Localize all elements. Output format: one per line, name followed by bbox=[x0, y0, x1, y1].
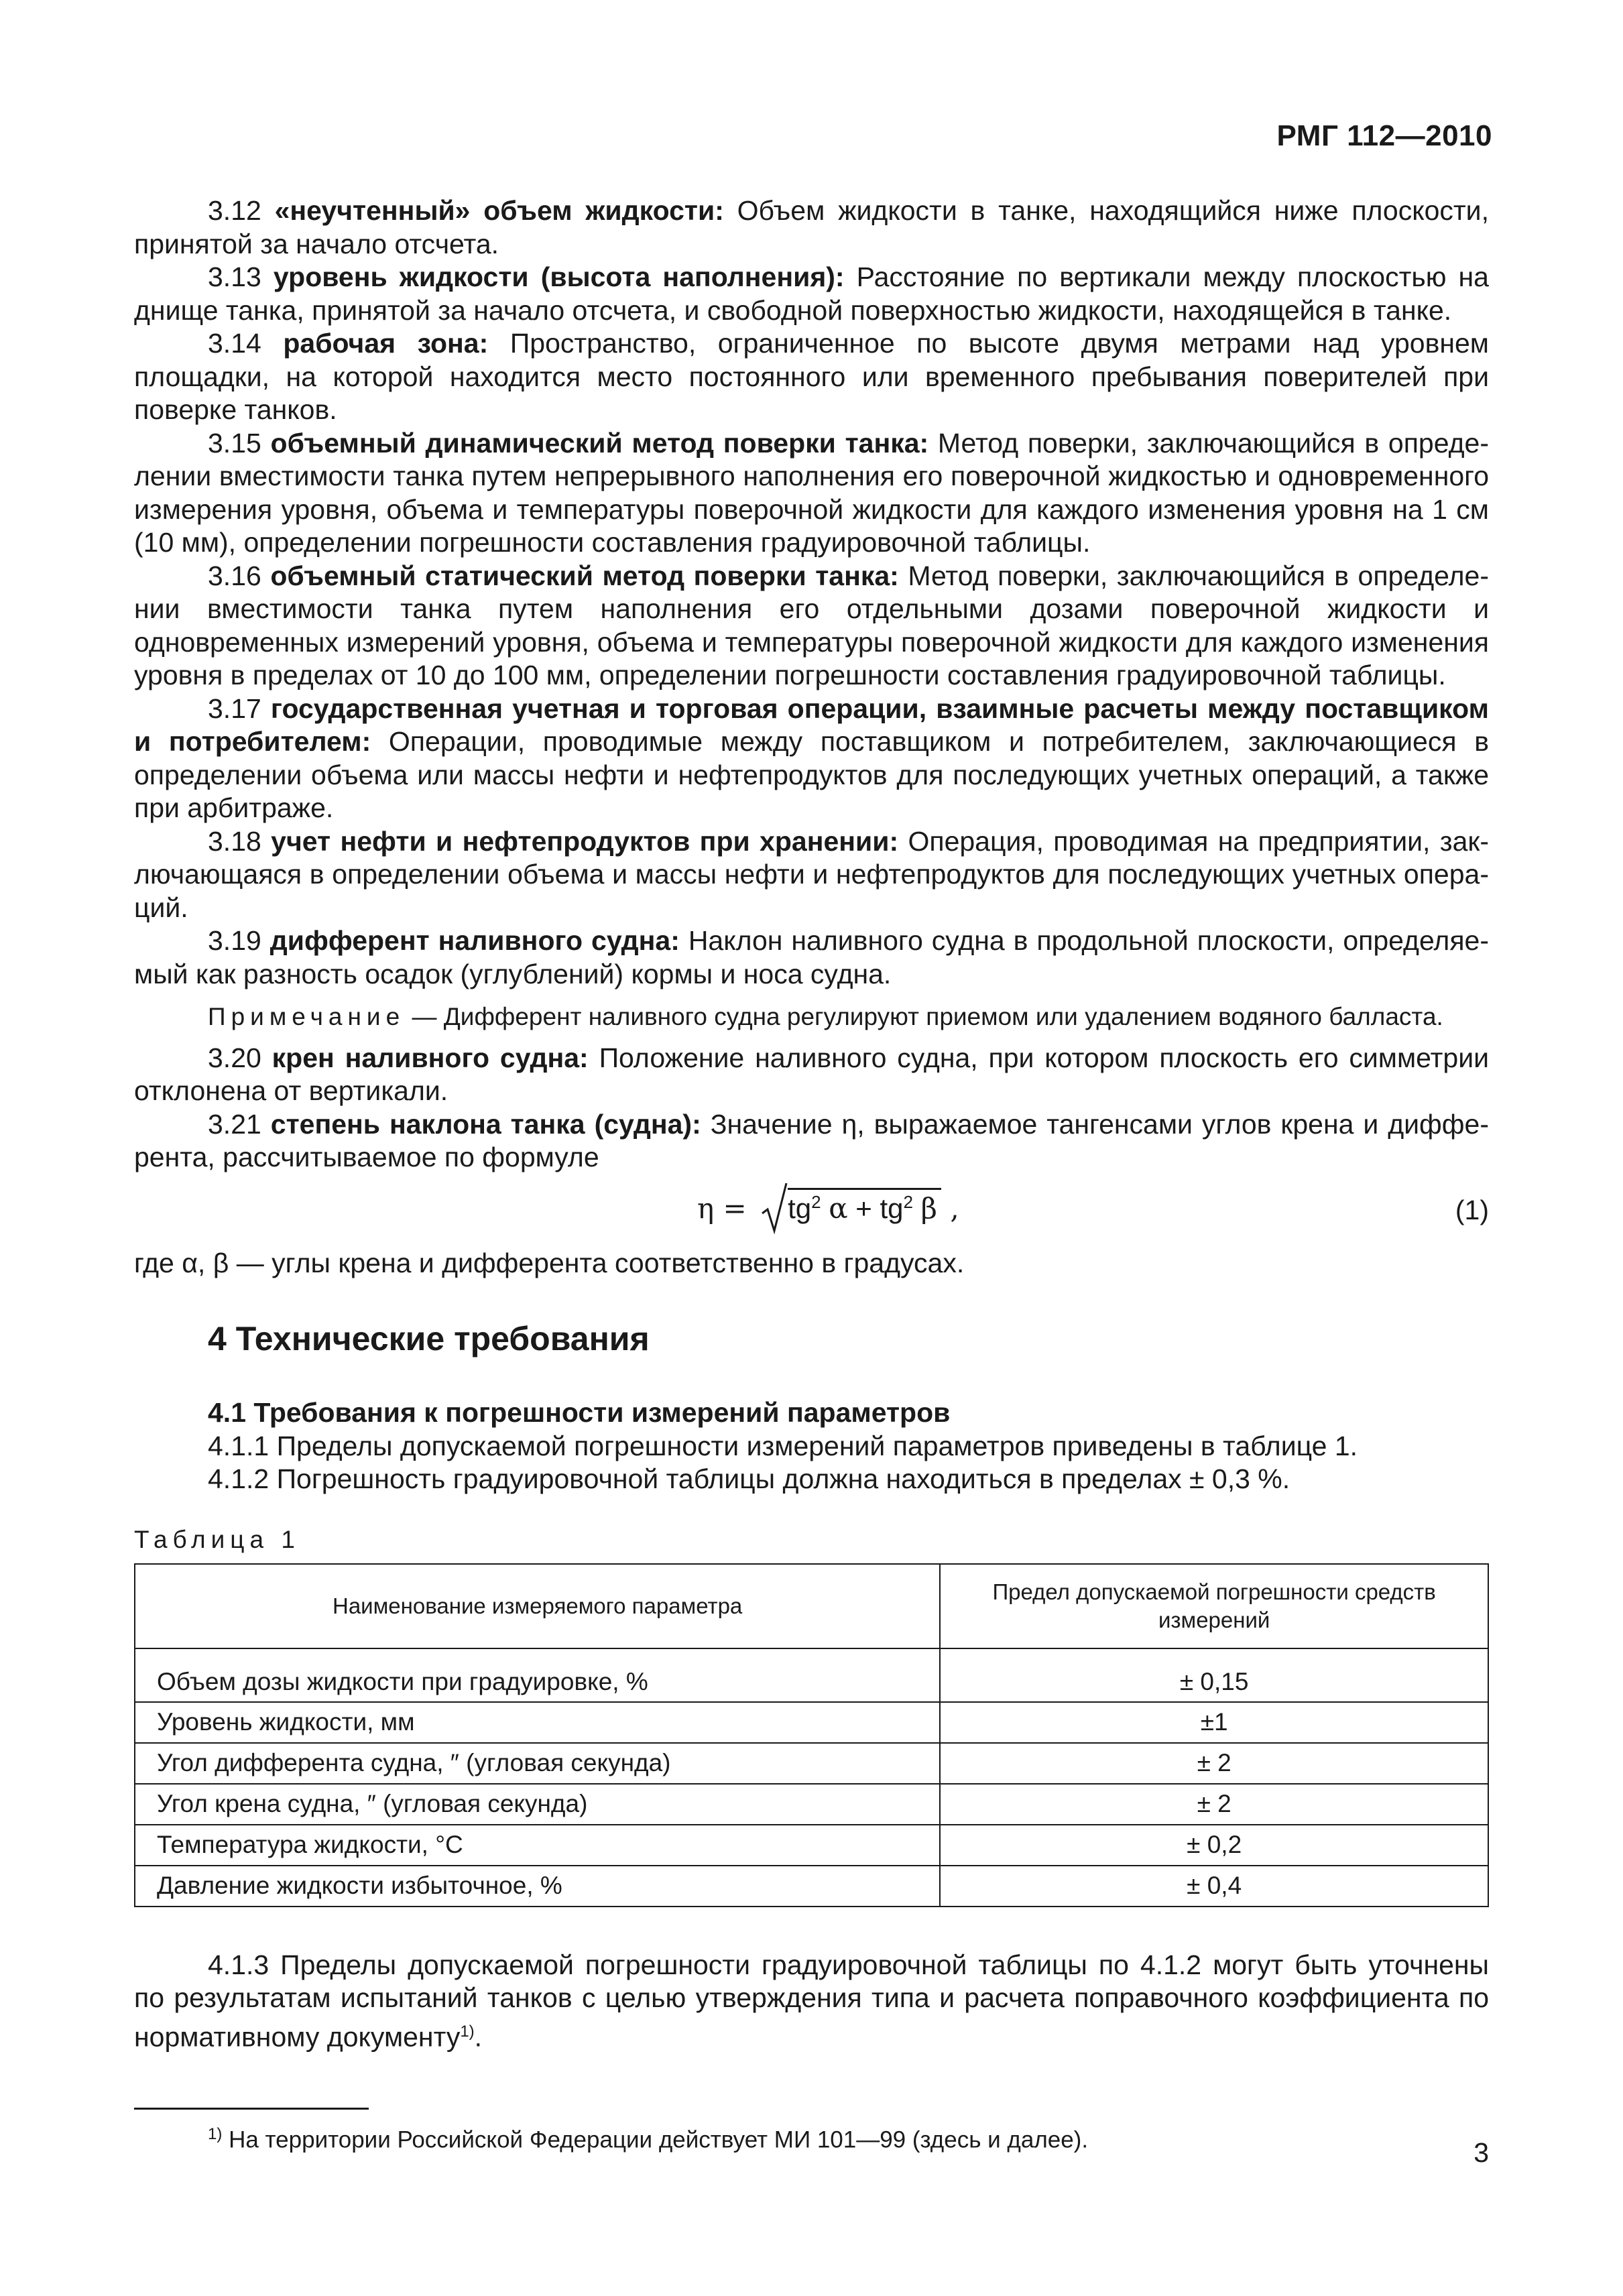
clause-3-13 bbox=[134, 261, 1489, 327]
note-text: — Дифферент наливного судна регулируют приемом или удалением водяного балласта. bbox=[405, 1003, 1443, 1030]
note-paragraph bbox=[134, 1000, 1489, 1034]
table-header-parameter: Наименование измеряемого параметра bbox=[135, 1564, 940, 1648]
clause-term: уровень жидкости (высота наполнения): bbox=[273, 261, 845, 292]
table-cell-tolerance: ± 2 bbox=[940, 1743, 1488, 1784]
table-cell-tolerance: ± 0,2 bbox=[940, 1825, 1488, 1866]
formula-explanation: где α, β — углы крена и дифферента соответственно в градусах. bbox=[134, 1247, 965, 1278]
formula-expression bbox=[697, 1192, 959, 1225]
clause-definition: Расстояние по вертикали между плоскостью на днище танка, принятой за начало отсчета, и свободной поверхностью жидкости, находящейся в танке. bbox=[134, 261, 1489, 326]
table-header-row bbox=[135, 1564, 1488, 1648]
clause-end: . bbox=[474, 2021, 483, 2053]
footnote-separator bbox=[134, 2108, 369, 2110]
clause-number: 3.16 bbox=[208, 560, 271, 591]
clause-4-1-2: 4.1.2 Погрешность градуировочной таблицы должна находиться в пределах ± 0,3 %. bbox=[208, 1463, 1290, 1494]
clause-term: учет нефти и нефтепродуктов при хранении: bbox=[271, 825, 899, 857]
table-header-tolerance: Предел допускаемой погрешности средств измерений bbox=[940, 1564, 1488, 1648]
clause-term: объемный динамический метод поверки танка: bbox=[270, 427, 929, 459]
clause-number: 3.17 bbox=[208, 692, 271, 724]
clause-term: объемный статический метод поверки танка: bbox=[270, 560, 899, 591]
table-cell-parameter: Угол дифферента судна, ″ (угловая секунда) bbox=[135, 1743, 940, 1784]
clause-number: 3.13 bbox=[208, 261, 274, 292]
radicand: $tg^2$ $\alpha + tg^2$ β bbox=[788, 1188, 941, 1224]
clause-3-21 bbox=[134, 1108, 1489, 1174]
table-cell-parameter: Давление жидкости избыточное, % bbox=[135, 1866, 940, 1907]
clause-definition: Операция, проводимая на предприятии, заключающаяся в определении объема и массы нефти и нефтепродуктов для последующих учетных операций. bbox=[134, 825, 1489, 923]
clause-term: государственная учетная и торговая операции, взаимные расчеты между поставщиком и потребителем: bbox=[134, 692, 1489, 757]
clause-3-20 bbox=[134, 1042, 1489, 1108]
footnote-reference: 1) bbox=[460, 2022, 475, 2041]
clause-definition: Значение η, выражаемое тангенсами углов крена и дифферента, рассчитываемое по формуле bbox=[134, 1108, 1489, 1172]
clause-definition: Метод поверки, заключающийся в определении вместимости танка путем непрерывного наполнения его поверочной жидкостью и одновременного измерения уровня, объема и температуры поверочной жидкости для каждого изменения уровня на 1 см (10 мм), определении погрешности составления градуировочной таблицы. bbox=[134, 427, 1489, 558]
table-cell-tolerance: ± 0,15 bbox=[940, 1648, 1488, 1702]
clause-term: дифферент наливного судна: bbox=[269, 925, 680, 956]
table-cell-tolerance: ± 2 bbox=[940, 1784, 1488, 1825]
table-row bbox=[135, 1702, 1488, 1743]
radical-sign-icon bbox=[761, 1181, 788, 1235]
formula-comma: , bbox=[950, 1191, 959, 1225]
footnote-marker: 1) bbox=[208, 2124, 223, 2143]
document-body bbox=[134, 194, 1489, 2155]
clause-3-14 bbox=[134, 327, 1489, 427]
equation-number: (1) bbox=[1455, 1194, 1489, 1225]
table-row bbox=[135, 1743, 1488, 1784]
table-row bbox=[135, 1825, 1488, 1866]
tolerance-table bbox=[134, 1563, 1489, 1907]
clause-term: крен наливного судна: bbox=[272, 1042, 589, 1073]
clause-term: «неучтенный» объем жидкости: bbox=[274, 195, 724, 226]
subsection-4-1-title: 4.1 Требования к погрешности измерений параметров bbox=[208, 1397, 951, 1428]
clause-term: рабочая зона: bbox=[283, 328, 489, 359]
clause-3-12 bbox=[134, 194, 1489, 261]
clause-number: 3.19 bbox=[208, 925, 270, 956]
clause-definition: Наклон наливного судна в продольной плоскости, определяемый как разность осадок (углублений) кормы и носа судна. bbox=[134, 925, 1489, 989]
clause-4-1-1: 4.1.1 Пределы допускаемой погрешности измерений параметров приведены в таблице 1. bbox=[208, 1430, 1358, 1461]
formula-1 bbox=[134, 1183, 1489, 1247]
footnote bbox=[134, 2119, 1489, 2156]
table-cell-tolerance: ±1 bbox=[940, 1702, 1488, 1743]
clause-definition: Метод поверки, заключающийся в определении вместимости танка путем наполнения его отдельными дозами поверочной жидкости и одновременных измерений уровня, объема и температуры поверочной жидкости для каждого изменения уровня в пределах от 10 до 100 мм, определении погрешности составления градуировочной таблицы. bbox=[134, 560, 1489, 690]
note-label: Примечание bbox=[208, 1003, 406, 1030]
clause-text: 4.1.3 Пределы допускаемой погрешности градуировочной таблицы по 4.1.2 могут быть уточнены по результатам испытаний танков с целью утверждения типа и расчета поправочного коэффициента по нормативному документу bbox=[134, 1949, 1489, 2053]
clause-term: степень наклона танка (судна): bbox=[270, 1108, 701, 1140]
clause-3-17 bbox=[134, 692, 1489, 825]
square-root bbox=[761, 1192, 941, 1225]
clause-definition: Пространство, ограниченное по высоте двумя метрами над уровнем площадки, на которой находится место постоянного или временного пребывания поверителей при поверке танков. bbox=[134, 328, 1489, 425]
clause-definition: Объем жидкости в танке, находящийся ниже плоскости, принятой за начало отсчета. bbox=[134, 195, 1489, 259]
formula-lhs: η = bbox=[697, 1191, 747, 1225]
clause-definition: Операции, проводимые между поставщиком и потребителем, заключающиеся в определении объема или массы нефти и нефтепродуктов для последующих учетных операций, а также при арбитраже. bbox=[134, 726, 1489, 823]
clause-3-15 bbox=[134, 427, 1489, 560]
table-cell-tolerance: ± 0,4 bbox=[940, 1866, 1488, 1907]
table-row bbox=[135, 1784, 1488, 1825]
clause-number: 3.12 bbox=[208, 195, 275, 226]
clause-3-18 bbox=[134, 825, 1489, 925]
section-4-title: 4 Технические требования bbox=[208, 1320, 650, 1357]
footnote-text: На территории Российской Федерации действует МИ 101—99 (здесь и далее). bbox=[222, 2126, 1089, 2153]
table-caption: Таблица 1 bbox=[134, 1525, 300, 1553]
clause-number: 3.20 bbox=[208, 1042, 272, 1073]
table-row bbox=[135, 1866, 1488, 1907]
table-cell-parameter: Температура жидкости, °С bbox=[135, 1825, 940, 1866]
clause-number: 3.18 bbox=[208, 825, 272, 857]
clause-3-19 bbox=[134, 924, 1489, 991]
table-row bbox=[135, 1648, 1488, 1702]
table-cell-parameter: Угол крена судна, ″ (угловая секунда) bbox=[135, 1784, 940, 1825]
clause-4-1-3 bbox=[134, 1949, 1489, 2054]
clause-number: 3.15 bbox=[208, 427, 271, 459]
document-id-header: РМГ 112—2010 bbox=[1276, 119, 1492, 152]
clause-3-16 bbox=[134, 560, 1489, 692]
table-cell-parameter: Уровень жидкости, мм bbox=[135, 1702, 940, 1743]
page-number: 3 bbox=[1474, 2137, 1489, 2168]
clause-number: 3.21 bbox=[208, 1108, 271, 1140]
table-cell-parameter: Объем дозы жидкости при градуировке, % bbox=[135, 1648, 940, 1702]
clause-definition: Положение наливного судна, при котором плоскость его симметрии отклонена от вертикали. bbox=[134, 1042, 1489, 1106]
clause-number: 3.14 bbox=[208, 328, 284, 359]
